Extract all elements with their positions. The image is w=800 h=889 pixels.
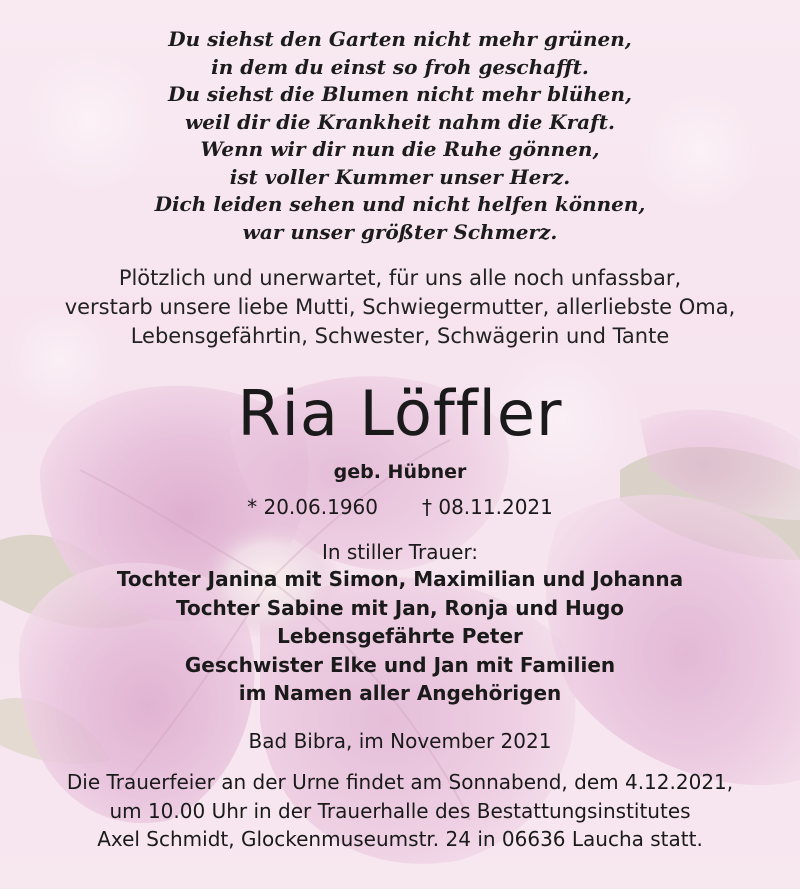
funeral-line: Axel Schmidt, Glockenmuseumstr. 24 in 06636 Laucha statt. — [97, 827, 703, 851]
mourner-line: Tochter Janina mit Simon, Maximilian und Johanna — [116, 567, 684, 591]
place-and-date: Bad Bibra, im November 2021 — [248, 729, 552, 753]
life-dates — [0, 493, 800, 521]
poem-line: weil dir die Krankheit nahm die Kraft. — [185, 109, 615, 134]
announcement-line: Lebensgefährtin, Schwester, Schwägerin und Tante — [130, 324, 670, 348]
funeral-information — [0, 768, 800, 854]
poem-line: ist voller Kummer unser Herz. — [229, 164, 571, 189]
mourner-line: im Namen aller Angehörigen — [238, 681, 562, 705]
poem-line: war unser größter Schmerz. — [242, 219, 558, 244]
mourning-heading: In stiller Trauer: — [321, 540, 479, 564]
maiden-name: geb. Hübner — [333, 461, 467, 483]
funeral-line: Die Trauerfeier an der Urne findet am Sonnabend, dem 4.12.2021, — [66, 770, 734, 794]
funeral-line: um 10.00 Uhr in der Trauerhalle des Bestattungsinstitutes — [109, 798, 691, 823]
memorial-poem — [0, 26, 800, 246]
announcement-line: Plötzlich und unerwartet, für uns alle noch unfassbar, — [118, 266, 682, 290]
poem-line: Du siehst die Blumen nicht mehr blühen, — [167, 82, 632, 106]
deceased-name: Ria Löffler — [237, 377, 563, 450]
poem-line: Dich leiden sehen und nicht helfen können, — [154, 192, 646, 216]
poem-line: in dem du einst so froh geschafft. — [211, 54, 589, 79]
mourner-line: Geschwister Elke und Jan mit Familien — [184, 652, 616, 677]
mourners-list — [0, 565, 800, 708]
poem-line: Wenn wir dir nun die Ruhe gönnen, — [200, 137, 600, 161]
death-announcement-text — [0, 264, 800, 351]
mourner-line: Lebensgefährte Peter — [277, 624, 523, 648]
birth-date: * 20.06.1960 — [247, 495, 378, 519]
mourner-line: Tochter Sabine mit Jan, Ronja und Hugo — [175, 595, 625, 620]
death-date: † 08.11.2021 — [422, 495, 553, 519]
announcement-line: verstarb unsere liebe Mutti, Schwiegermutter, allerliebste Oma, — [64, 295, 736, 319]
poem-line: Du siehst den Garten nicht mehr grünen, — [168, 27, 632, 51]
